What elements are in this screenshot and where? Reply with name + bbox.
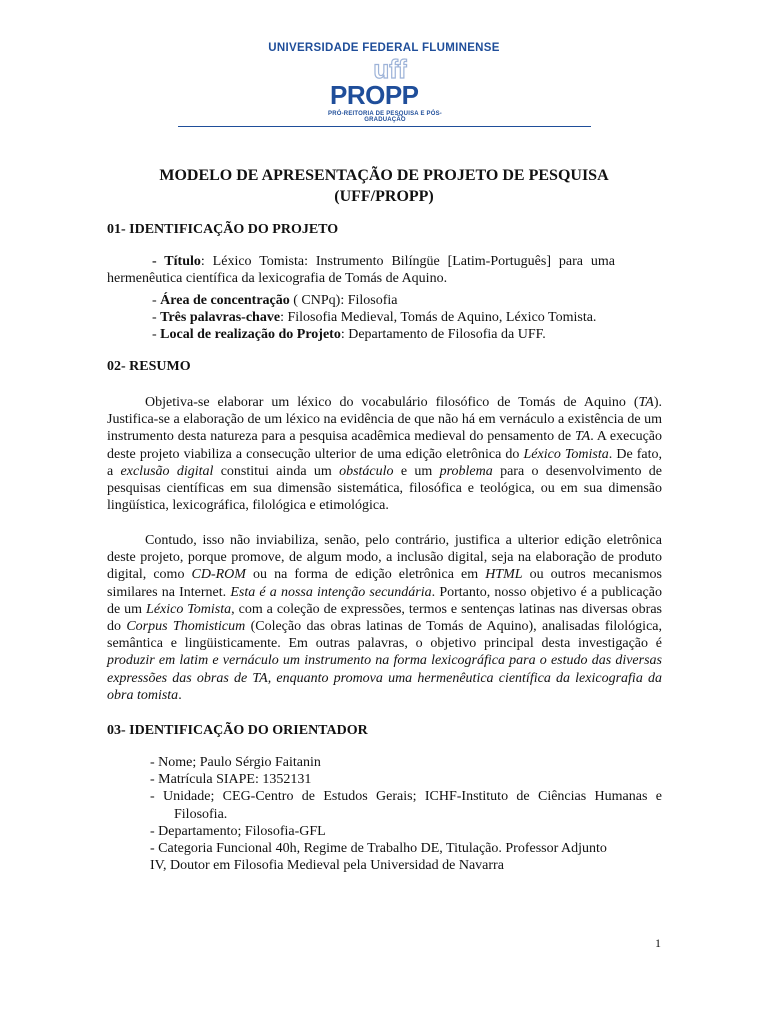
text-segment: ). Justifica-se a elaboração de um léxico na evidência de que não há em vernáculo a existência de um instrumento desta natureza para a pesquisa acadêmica medieval do pensamento de <box>107 395 662 445</box>
italic-text-segment: TA <box>574 429 591 445</box>
text-segment: para o desenvolvimento de pesquisas científicas em sua dimensão sistemática, filosófica e teológica, ou em sua dimensão lingüística, lexicográfica, filológica e etimológica. <box>107 463 662 514</box>
italic-text-segment: Corpus Thomisticum <box>126 619 246 635</box>
keywords-bullet: - <box>152 310 161 326</box>
text-segment: (Coleção das obras latinas de Tomás de Aquino), analisadas filológica, semântica e lingüisticamente. Em outras palavras, o objetivo principal desta investigação é <box>107 619 663 652</box>
location-bullet: - <box>152 327 161 343</box>
project-title-value: : Léxico Tomista: Instrumento Bilíngüe [Latim-Português] para uma <box>200 254 615 269</box>
abstract-paragraph-2 <box>107 532 662 704</box>
italic-text-segment: Esta é a nossa intenção secundária <box>230 584 432 600</box>
italic-text-segment: Léxico Tomista <box>146 601 232 617</box>
project-info-list <box>152 292 596 344</box>
area-bullet: - <box>152 293 161 308</box>
section-heading-orientador: 03- IDENTIFICAÇÃO DO ORIENTADOR <box>107 723 368 738</box>
text-segment: Contudo, isso não inviabiliza, senão, pelo contrário, justifica a ulterior edição eletrônica deste projeto, porque promove, de algum modo, a inclusão digital, seja na elaboração de produto digital, como <box>107 533 662 583</box>
keywords-item <box>152 309 596 326</box>
text-segment: . Portanto, nosso objetivo é a publicação de um <box>107 584 662 617</box>
location-label: Local de realização do Projeto <box>160 327 341 343</box>
text-segment: . <box>178 687 182 703</box>
italic-text-segment: produzir em latim e vernáculo um instrumento na forma lexicográfica para o estudo das diversas expressões das obras de TA, enquanto promova uma hermenêutica científica da lexicografia da obra tomista <box>107 653 662 703</box>
italic-text-segment: TA <box>638 395 654 410</box>
text-segment: e um <box>393 463 440 479</box>
area-item <box>152 292 596 309</box>
text-segment: ou na forma de edição eletrônica em <box>245 567 486 583</box>
project-title-line-1 <box>107 253 615 270</box>
location-item <box>152 326 596 343</box>
italic-text-segment: obstáculo <box>339 463 394 479</box>
project-title-line-2: hermenêutica científica da lexicografia de Tomás de Aquino. <box>107 271 448 287</box>
advisor-category-line-1: - Categoria Funcional 40h, Regime de Trabalho DE, Titulação. Professor Adjunto <box>150 841 607 857</box>
text-segment: . De fato, a <box>107 446 663 479</box>
location-value: : Departamento de Filosofia da UFF. <box>340 327 546 343</box>
area-label: Área de concentração <box>160 293 290 308</box>
advisor-name: - Nome; Paulo Sérgio Faitanin <box>150 755 321 770</box>
advisor-siape: - Matrícula SIAPE: 1352131 <box>150 772 312 788</box>
advisor-category-line-2: IV, Doutor em Filosofia Medieval pela Universidad de Navarra <box>150 858 504 874</box>
text-segment: ou outros mecanismos similares na Internet. <box>107 567 662 600</box>
advisor-unit-line-1: - Unidade; CEG-Centro de Estudos Gerais; ICHF-Instituto de Ciências Humanas e <box>150 789 662 805</box>
italic-text-segment: problema <box>439 463 493 479</box>
keywords-value: : Filosofia Medieval, Tomás de Aquino, Léxico Tomista. <box>280 310 597 326</box>
keywords-label: Três palavras-chave <box>160 310 281 326</box>
uff-outline-text: uff <box>373 54 407 84</box>
italic-text-segment: Léxico Tomista <box>523 446 609 462</box>
italic-text-segment: CD-ROM <box>191 567 246 583</box>
propp-logo-subtitle: PRÓ-REITORIA DE PESQUISA E PÓS-GRADUAÇÃO <box>328 111 442 123</box>
advisor-department: - Departamento; Filosofia-GFL <box>150 823 326 839</box>
section-heading-identificacao-projeto: 01- IDENTIFICAÇÃO DO PROJETO <box>107 222 339 237</box>
title-line-1: MODELO DE APRESENTAÇÃO DE PROJETO DE PESQUISA <box>159 167 609 184</box>
section-heading-resumo: 02- RESUMO <box>107 359 191 374</box>
project-title-label: - Título <box>152 254 201 269</box>
text-segment: . A execução deste projeto viabiliza a consecução ulterior de uma edição eletrônica do <box>107 429 663 462</box>
letterhead <box>0 0 768 130</box>
propp-logo-text: PROPP <box>330 80 419 110</box>
advisor-unit-line-2: Filosofia. <box>174 806 228 822</box>
text-segment: constitui ainda um <box>213 463 340 479</box>
advisor-info-list <box>150 754 662 874</box>
text-segment: Objetiva-se elaborar um léxico do vocabulário filosófico de Tomás de Aquino ( <box>145 395 639 410</box>
text-segment: , com a coleção de expressões, termos e sentenças latinas nas diversas obras do <box>107 601 662 635</box>
italic-text-segment: exclusão digital <box>120 463 214 479</box>
area-value: ( CNPq): Filosofia <box>289 293 398 308</box>
document-title <box>100 165 668 207</box>
italic-text-segment: HTML <box>485 567 523 583</box>
title-line-2: (UFF/PROPP) <box>334 188 434 205</box>
page-number: 1 <box>655 936 661 950</box>
abstract-paragraph-1 <box>107 394 662 514</box>
university-name: UNIVERSIDADE FEDERAL FLUMINENSE <box>268 42 500 54</box>
project-title-paragraph <box>107 253 615 287</box>
header-divider <box>178 126 591 127</box>
